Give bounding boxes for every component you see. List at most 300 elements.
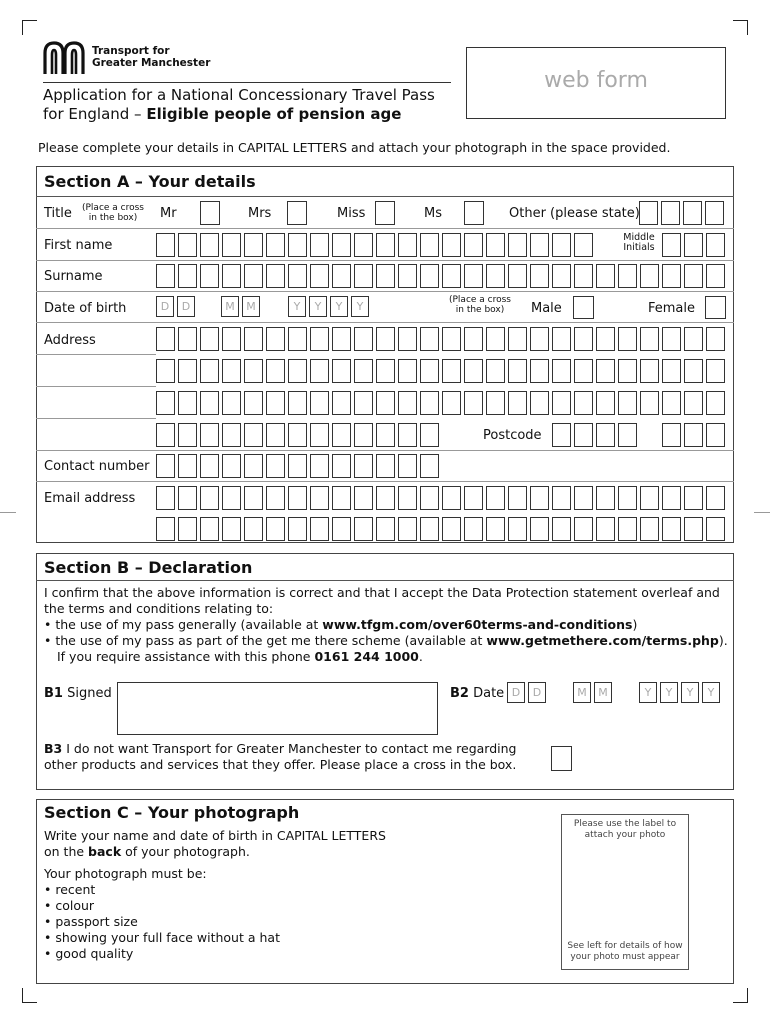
char-cell[interactable] [442, 264, 461, 288]
char-cell[interactable] [156, 391, 175, 415]
char-cell[interactable] [442, 327, 461, 351]
char-cell[interactable] [574, 423, 593, 447]
char-cell[interactable] [596, 391, 615, 415]
char-cell[interactable] [376, 264, 395, 288]
char-cell[interactable] [420, 327, 439, 351]
char-cell[interactable] [244, 327, 263, 351]
date-cell[interactable]: D [507, 682, 525, 703]
char-cell[interactable] [618, 517, 637, 541]
photo-requirements-list [44, 882, 524, 962]
char-cell[interactable] [288, 359, 307, 383]
gender-place-cross: (Place a cross in the box) [448, 295, 511, 315]
sign-date-day-cells[interactable] [507, 682, 549, 703]
title-place-cross: (Place a cross in the box) [81, 203, 144, 223]
char-cell[interactable] [310, 264, 329, 288]
char-cell[interactable] [530, 486, 549, 510]
first-name-label: First name [44, 238, 113, 253]
char-cell[interactable] [200, 233, 219, 257]
dob-month-cells[interactable] [221, 296, 263, 317]
char-cell[interactable] [310, 359, 329, 383]
char-cell[interactable] [376, 517, 395, 541]
char-cell[interactable] [574, 517, 593, 541]
char-cell[interactable] [618, 423, 637, 447]
char-cell[interactable] [266, 264, 285, 288]
char-cell[interactable] [244, 391, 263, 415]
char-cell[interactable] [266, 391, 285, 415]
char-cell[interactable] [684, 391, 703, 415]
char-cell[interactable] [464, 327, 483, 351]
char-cell[interactable] [354, 327, 373, 351]
char-cell[interactable] [244, 264, 263, 288]
char-cell[interactable] [706, 359, 725, 383]
postcode-outward-cells[interactable] [552, 423, 640, 447]
form-title-prefix: for England – [43, 105, 147, 123]
char-cell[interactable] [486, 264, 505, 288]
char-cell[interactable] [464, 264, 483, 288]
char-cell[interactable] [376, 233, 395, 257]
char-cell[interactable] [200, 517, 219, 541]
char-cell[interactable] [200, 454, 219, 478]
char-cell[interactable] [288, 264, 307, 288]
email-line2-cells[interactable] [156, 517, 728, 541]
date-cell[interactable]: M [594, 682, 612, 703]
char-cell[interactable] [552, 517, 571, 541]
address-line1-cells[interactable] [156, 327, 728, 351]
char-cell[interactable] [662, 391, 681, 415]
getmethere-terms-link[interactable]: www.getmethere.com/terms.php [486, 633, 719, 648]
declaration-para: I confirm that the above information is correct and that I accept the Data Protection statement overleaf and the terms and conditions relating to: [44, 585, 720, 616]
dob-day-cells[interactable] [156, 296, 198, 317]
intro-text: Please complete your details in CAPITAL LETTERS and attach your photograph in the space provided. [38, 140, 671, 155]
char-cell[interactable] [244, 454, 263, 478]
address-line4-cells[interactable] [156, 423, 442, 447]
char-cell[interactable] [684, 359, 703, 383]
char-cell[interactable] [574, 233, 593, 257]
char-cell[interactable] [508, 517, 527, 541]
char-cell[interactable] [640, 359, 659, 383]
char-cell[interactable] [552, 233, 571, 257]
char-cell[interactable] [420, 233, 439, 257]
photo-bottom-note: See left for details of how your photo must appear [567, 941, 683, 962]
email-line1-cells[interactable] [156, 486, 728, 510]
web-form-box [466, 47, 726, 119]
char-cell[interactable] [310, 391, 329, 415]
char-cell[interactable] [178, 233, 197, 257]
char-cell[interactable] [354, 233, 373, 257]
char-cell[interactable] [178, 359, 197, 383]
char-cell[interactable] [464, 359, 483, 383]
char-cell[interactable] [420, 454, 439, 478]
title-label: Title [44, 206, 72, 221]
char-cell[interactable] [618, 264, 637, 288]
char-cell[interactable] [706, 423, 725, 447]
char-cell[interactable] [222, 359, 241, 383]
char-cell[interactable] [288, 486, 307, 510]
char-cell[interactable] [222, 233, 241, 257]
middle-initials-cells[interactable] [662, 233, 728, 257]
char-cell[interactable] [442, 359, 461, 383]
char-cell[interactable] [310, 423, 329, 447]
char-cell[interactable] [420, 517, 439, 541]
address-line2-cells[interactable] [156, 359, 728, 383]
char-cell[interactable] [156, 264, 175, 288]
char-cell[interactable] [442, 233, 461, 257]
char-cell[interactable] [464, 486, 483, 510]
female-label: Female [648, 301, 696, 316]
char-cell[interactable] [156, 423, 175, 447]
char-cell[interactable] [200, 359, 219, 383]
char-cell[interactable] [596, 423, 615, 447]
char-cell[interactable] [244, 233, 263, 257]
dob-cell[interactable]: D [156, 296, 174, 317]
char-cell[interactable] [398, 359, 417, 383]
char-cell[interactable] [244, 423, 263, 447]
char-cell[interactable] [683, 201, 702, 225]
char-cell[interactable] [574, 486, 593, 510]
char-cell[interactable] [222, 391, 241, 415]
char-cell[interactable] [618, 359, 637, 383]
char-cell[interactable] [618, 486, 637, 510]
char-cell[interactable] [354, 454, 373, 478]
char-cell[interactable] [332, 264, 351, 288]
char-cell[interactable] [288, 233, 307, 257]
char-cell[interactable] [552, 359, 571, 383]
char-cell[interactable] [310, 486, 329, 510]
dob-cell[interactable]: D [177, 296, 195, 317]
char-cell[interactable] [530, 233, 549, 257]
char-cell[interactable] [574, 327, 593, 351]
char-cell[interactable] [552, 391, 571, 415]
char-cell[interactable] [486, 233, 505, 257]
photo-box[interactable] [561, 814, 689, 970]
char-cell[interactable] [266, 517, 285, 541]
char-cell[interactable] [684, 517, 703, 541]
char-cell[interactable] [288, 454, 307, 478]
char-cell[interactable] [288, 327, 307, 351]
char-cell[interactable] [354, 264, 373, 288]
row-divider [36, 260, 734, 261]
date-cell[interactable]: Y [660, 682, 678, 703]
char-cell[interactable] [156, 327, 175, 351]
char-cell[interactable] [530, 327, 549, 351]
b3-optout-checkbox[interactable] [551, 746, 572, 771]
char-cell[interactable] [684, 264, 703, 288]
side-mark-left [0, 512, 16, 513]
char-cell[interactable] [662, 327, 681, 351]
char-cell[interactable] [639, 201, 658, 225]
char-cell[interactable] [200, 423, 219, 447]
declaration-text [44, 585, 728, 665]
date-cell[interactable]: Y [702, 682, 720, 703]
dob-cell[interactable]: M [221, 296, 239, 317]
char-cell[interactable] [332, 233, 351, 257]
char-cell[interactable] [464, 391, 483, 415]
char-cell[interactable] [464, 233, 483, 257]
char-cell[interactable] [222, 327, 241, 351]
char-cell[interactable] [618, 327, 637, 351]
char-cell[interactable] [486, 517, 505, 541]
char-cell[interactable] [376, 391, 395, 415]
dob-cell[interactable]: Y [288, 296, 306, 317]
title-ms-checkbox[interactable] [464, 201, 484, 225]
signature-box[interactable] [117, 682, 438, 735]
char-cell[interactable] [332, 327, 351, 351]
char-cell[interactable] [376, 359, 395, 383]
bullet2-suffix: ). [718, 633, 728, 648]
char-cell[interactable] [376, 486, 395, 510]
char-cell[interactable] [508, 264, 527, 288]
char-cell[interactable] [486, 327, 505, 351]
char-cell[interactable] [222, 517, 241, 541]
char-cell[interactable] [574, 359, 593, 383]
char-cell[interactable] [552, 327, 571, 351]
char-cell[interactable] [508, 391, 527, 415]
char-cell[interactable] [222, 264, 241, 288]
char-cell[interactable] [156, 359, 175, 383]
char-cell[interactable] [706, 391, 725, 415]
char-cell[interactable] [266, 454, 285, 478]
char-cell[interactable] [530, 391, 549, 415]
char-cell[interactable] [640, 517, 659, 541]
char-cell[interactable] [706, 327, 725, 351]
org-line1: Transport for [92, 45, 170, 57]
char-cell[interactable] [266, 327, 285, 351]
form-title-line1: Application for a National Concessionary Travel Pass [43, 86, 435, 104]
photo-top-note: Please use the label to attach your photo [573, 819, 677, 840]
char-cell[interactable] [706, 264, 725, 288]
char-cell[interactable] [662, 233, 681, 257]
sign-date-month-cells[interactable] [573, 682, 615, 703]
char-cell[interactable] [178, 486, 197, 510]
char-cell[interactable] [200, 327, 219, 351]
photo-instructions [44, 828, 524, 962]
char-cell[interactable] [244, 359, 263, 383]
char-cell[interactable] [530, 517, 549, 541]
char-cell[interactable] [332, 486, 351, 510]
bullet1-prefix: the use of my pass generally (available at [55, 617, 323, 632]
list-item: • good quality [44, 946, 524, 962]
char-cell[interactable] [552, 486, 571, 510]
char-cell[interactable] [552, 423, 571, 447]
char-cell[interactable] [266, 486, 285, 510]
address-line3-cells[interactable] [156, 391, 728, 415]
char-cell[interactable] [332, 423, 351, 447]
char-cell[interactable] [288, 391, 307, 415]
char-cell[interactable] [244, 517, 263, 541]
first-name-cells[interactable] [156, 233, 596, 257]
char-cell[interactable] [596, 486, 615, 510]
char-cell[interactable] [178, 264, 197, 288]
surname-label: Surname [44, 269, 103, 284]
char-cell[interactable] [706, 517, 725, 541]
date-cell[interactable]: Y [639, 682, 657, 703]
char-cell[interactable] [156, 517, 175, 541]
char-cell[interactable] [508, 359, 527, 383]
char-cell[interactable] [442, 486, 461, 510]
char-cell[interactable] [266, 359, 285, 383]
title-mr-label: Mr [160, 206, 177, 221]
char-cell[interactable] [178, 423, 197, 447]
char-cell[interactable] [662, 517, 681, 541]
char-cell[interactable] [398, 486, 417, 510]
char-cell[interactable] [420, 486, 439, 510]
postcode-inward-cells[interactable] [662, 423, 728, 447]
char-cell[interactable] [178, 454, 197, 478]
char-cell[interactable] [222, 486, 241, 510]
char-cell[interactable] [640, 486, 659, 510]
char-cell[interactable] [310, 517, 329, 541]
char-cell[interactable] [376, 423, 395, 447]
char-cell[interactable] [222, 423, 241, 447]
char-cell[interactable] [618, 391, 637, 415]
char-cell[interactable] [156, 486, 175, 510]
char-cell[interactable] [354, 359, 373, 383]
char-cell[interactable] [574, 391, 593, 415]
char-cell[interactable] [662, 423, 681, 447]
char-cell[interactable] [442, 391, 461, 415]
char-cell[interactable] [486, 391, 505, 415]
char-cell[interactable] [200, 486, 219, 510]
char-cell[interactable] [354, 486, 373, 510]
male-checkbox[interactable] [573, 296, 594, 319]
char-cell[interactable] [244, 486, 263, 510]
char-cell[interactable] [684, 423, 703, 447]
char-cell[interactable] [486, 359, 505, 383]
char-cell[interactable] [486, 486, 505, 510]
char-cell[interactable] [596, 327, 615, 351]
char-cell[interactable] [332, 454, 351, 478]
surname-cells[interactable] [156, 264, 728, 288]
char-cell[interactable] [420, 264, 439, 288]
char-cell[interactable] [661, 201, 680, 225]
char-cell[interactable] [288, 517, 307, 541]
contact-number-label: Contact number [44, 459, 150, 474]
char-cell[interactable] [354, 517, 373, 541]
char-cell[interactable] [640, 327, 659, 351]
char-cell[interactable] [376, 454, 395, 478]
char-cell[interactable] [332, 517, 351, 541]
char-cell[interactable] [574, 264, 593, 288]
char-cell[interactable] [596, 264, 615, 288]
char-cell[interactable] [398, 454, 417, 478]
char-cell[interactable] [310, 233, 329, 257]
char-cell[interactable] [662, 486, 681, 510]
char-cell[interactable] [464, 517, 483, 541]
char-cell[interactable] [706, 486, 725, 510]
char-cell[interactable] [398, 391, 417, 415]
char-cell[interactable] [508, 486, 527, 510]
char-cell[interactable] [662, 359, 681, 383]
date-cell[interactable]: M [573, 682, 591, 703]
char-cell[interactable] [178, 517, 197, 541]
char-cell[interactable] [640, 391, 659, 415]
char-cell[interactable] [376, 327, 395, 351]
row-divider [36, 481, 734, 482]
date-cell[interactable]: D [528, 682, 546, 703]
char-cell[interactable] [178, 327, 197, 351]
char-cell[interactable] [508, 233, 527, 257]
char-cell[interactable] [310, 327, 329, 351]
tfgm-terms-link[interactable]: www.tfgm.com/over60terms-and-conditions [322, 617, 633, 632]
char-cell[interactable] [530, 264, 549, 288]
char-cell[interactable] [684, 486, 703, 510]
char-cell[interactable] [310, 454, 329, 478]
b3-line2: other products and services that they offer. Please place a cross in the box. [44, 757, 517, 772]
dob-year-cells[interactable] [288, 296, 372, 317]
row-divider [36, 450, 734, 451]
photo-line2-prefix: on the [44, 844, 89, 859]
char-cell[interactable] [398, 423, 417, 447]
char-cell[interactable] [552, 264, 571, 288]
char-cell[interactable] [662, 264, 681, 288]
contact-number-cells[interactable] [156, 454, 442, 478]
dob-cell[interactable]: Y [309, 296, 327, 317]
row-divider [36, 291, 734, 292]
char-cell[interactable] [530, 359, 549, 383]
title-other-cells[interactable] [639, 201, 727, 225]
title-miss-checkbox[interactable] [375, 201, 395, 225]
char-cell[interactable] [420, 391, 439, 415]
char-cell[interactable] [596, 517, 615, 541]
crop-mark-br [733, 988, 748, 1003]
title-mr-checkbox[interactable] [200, 201, 220, 225]
char-cell[interactable] [684, 327, 703, 351]
row-divider [36, 322, 734, 323]
char-cell[interactable] [398, 233, 417, 257]
char-cell[interactable] [596, 359, 615, 383]
char-cell[interactable] [332, 359, 351, 383]
dob-cell[interactable]: M [242, 296, 260, 317]
char-cell[interactable] [706, 233, 725, 257]
address-label: Address [44, 333, 96, 348]
char-cell[interactable] [398, 264, 417, 288]
char-cell[interactable] [398, 327, 417, 351]
char-cell[interactable] [354, 391, 373, 415]
char-cell[interactable] [222, 454, 241, 478]
char-cell[interactable] [156, 454, 175, 478]
dob-cell[interactable]: Y [351, 296, 369, 317]
dob-cell[interactable]: Y [330, 296, 348, 317]
char-cell[interactable] [156, 233, 175, 257]
declaration-bullet-2: • the use of my pass as part of the get me there scheme (available at www.getmethere.com/terms.php). [44, 633, 728, 648]
char-cell[interactable] [354, 423, 373, 447]
char-cell[interactable] [200, 391, 219, 415]
char-cell[interactable] [442, 517, 461, 541]
char-cell[interactable] [684, 233, 703, 257]
char-cell[interactable] [508, 327, 527, 351]
char-cell[interactable] [332, 391, 351, 415]
char-cell[interactable] [640, 264, 659, 288]
row-divider [36, 354, 156, 355]
char-cell[interactable] [420, 423, 439, 447]
date-cell[interactable]: Y [681, 682, 699, 703]
female-checkbox[interactable] [705, 296, 726, 319]
list-item: • showing your full face without a hat [44, 930, 524, 946]
char-cell[interactable] [266, 233, 285, 257]
declaration-bullet-2-line2 [44, 649, 728, 665]
section-a-title: Section A – Your details [44, 172, 256, 191]
char-cell[interactable] [266, 423, 285, 447]
char-cell[interactable] [398, 517, 417, 541]
crop-mark-tl [22, 20, 37, 35]
char-cell[interactable] [178, 391, 197, 415]
char-cell[interactable] [705, 201, 724, 225]
title-mrs-checkbox[interactable] [287, 201, 307, 225]
char-cell[interactable] [288, 423, 307, 447]
sign-date-year-cells[interactable] [639, 682, 723, 703]
char-cell[interactable] [420, 359, 439, 383]
char-cell[interactable] [200, 264, 219, 288]
